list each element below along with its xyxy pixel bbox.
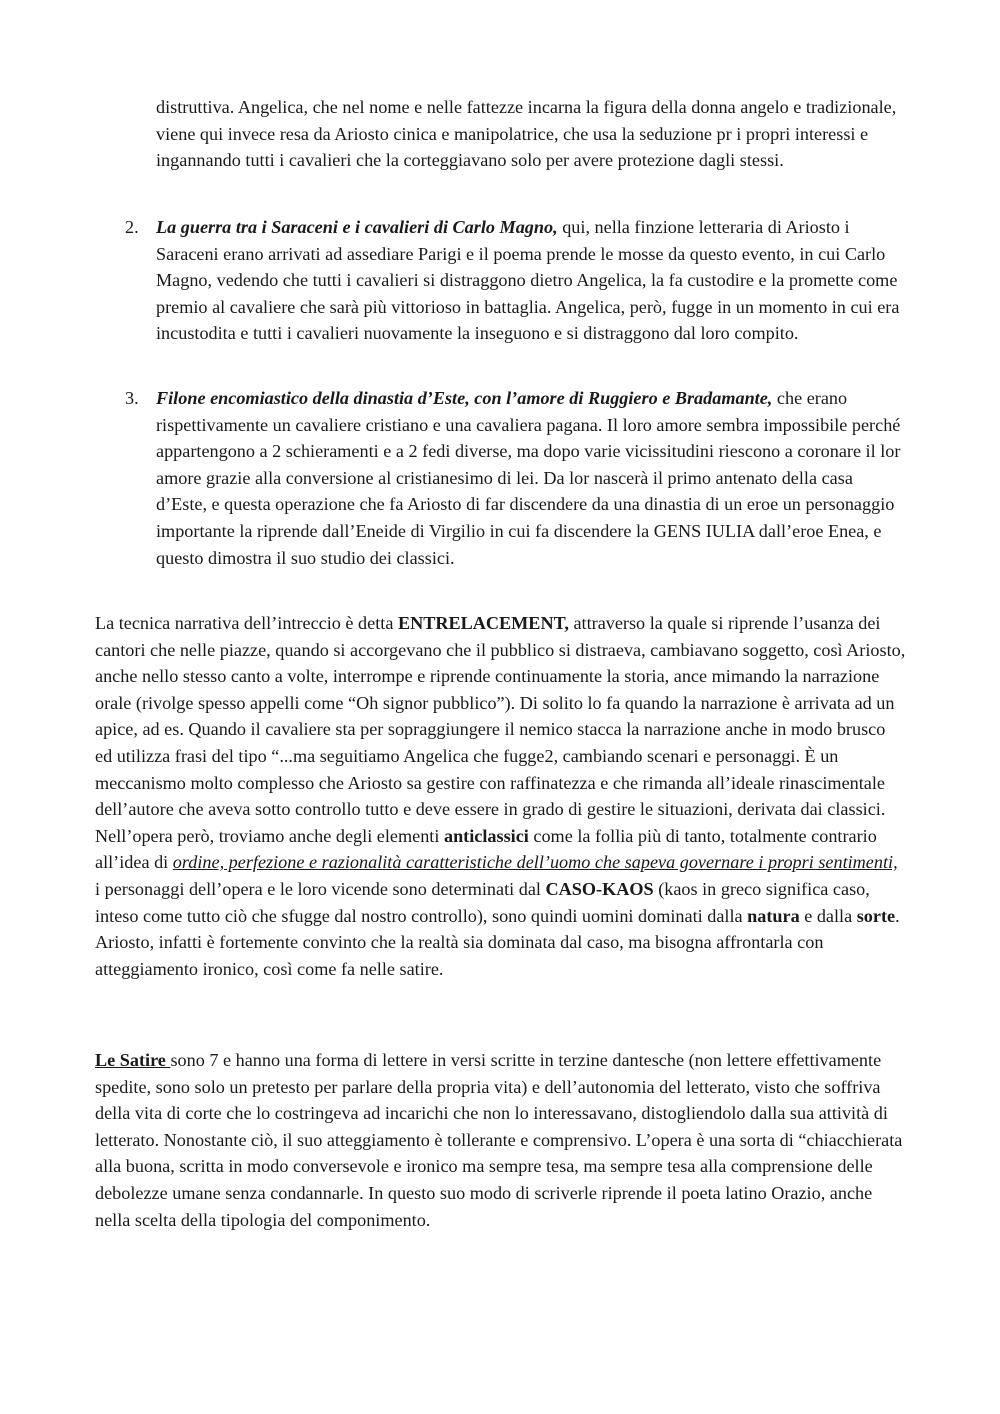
list-item-text: che erano rispettivamente un cavaliere cristiano e una cavaliera pagana. Il loro amore sembra impossibile perché appartengono a 2 schieramenti e a 2 fedi diverse, ma dopo varie vicissitudini riescono a coronare il lor amore grazie alla conversione al cristianesimo di lei. Da lor nascerà il primo antenato della casa d’Este, e questa operazione che fa Ariosto di far discendere da una dinastia di un eroe un personaggio importante la riprende dall’Eneide di Virgilio in cui fa discendere la GENS IULIA dall’eroe Enea, e questo dimostra il suo studio dei classici. [156,388,901,568]
text-run: e dalla [799,905,857,926]
term-caso-kaos: CASO-KAOS [545,878,654,899]
paragraph-entrelacement [95,610,906,982]
list-item-3 [125,385,906,571]
heading-le-satire: Le Satire [95,1050,171,1070]
list-item-2 [125,214,906,347]
text-run: . Ariosto, infatti è fortemente convinto che la realtà sia dominata dal caso, ma bisogna affrontarla con atteggiamento ironico, così come fa nelle satire. [95,905,900,979]
emphasis-ordine: ordine, perfezione e razionalità caratteristiche dell’uomo che sapeva governare i propri sentimenti, [172,852,898,873]
text-run: attraverso la quale si riprende l’usanza dei cantori che nelle piazze, quando si accorgevano che il pubblico si distraeva, cambiavano soggetto, così Ariosto, anche nello stesso canto a volte, interrompe e riprende continuamente la storia, ance mimando la narrazione orale (rivolge spesso appelli come “Oh signor pubblico”). Di solito lo fa quando la narrazione è arrivata ad un apice, ad es. Quando il cavaliere sta per sopraggiungere il nemico stacca la narrazione anche in modo brusco ed utilizza frasi del tipo “...ma seguitiamo Angelica che fugge2, cambiando scenari e personaggi. È un meccanismo molto complesso che Ariosto sa gestire con raffinatezza e che rimanda all’ideale rinascimentale dell’autore che aveva sotto controllo tutto e deve essere in grado di gestire le situazioni, derivata dai classici. Nell’opera però, troviamo anche degli elementi [95,613,906,846]
list-item-1-continuation: distruttiva. Angelica, che nel nome e nelle fattezze incarna la figura della donna angelo e tradizionale, viene qui invece resa da Ariosto cinica e manipolatrice, che usa la seduzione pr i propri interessi e ingannando tutti i cavalieri che la corteggiavano solo per avere protezione dagli stessi. [156,97,897,171]
term-entrelacement: ENTRELACEMENT, [397,613,569,633]
text-run: (kaos in greco significa caso, inteso come tutto ciò che sfugge dal nostro controllo), sono quindi uomini dominati dalla [95,878,870,926]
list-item-heading: La guerra tra i Saraceni e i cavalieri di Carlo Magno, [156,217,558,237]
text-run: sono 7 e hanno una forma di lettere in versi scritte in terzine dantesche (non lettere effettivamente spedite, sono solo un pretesto per parlare della propria vita) e dell’autonomia del letterato, visto che soffriva della vita di corte che lo costringeva ad incarichi che non lo interessavano, distogliendolo dalla sua attività di letterato. Nonostante ciò, il suo atteggiamento è tollerante e comprensivo. L’opera è una sorta di “chiacchierata alla buona, scritta in modo conversevole e ironico ma sempre tesa, ma sempre tesa alla comprensione delle debolezze umane senza condannarle. In questo suo modo di scriverle riprende il poeta latino Orazio, anche nella scelta della tipologia del componimento. [95,1050,903,1230]
list-number: 3. [125,388,139,408]
term-natura: natura [747,905,800,926]
list-item-heading: Filone encomiastico della dinastia d’Este, con l’amore di Ruggiero e Bradamante, [156,388,773,408]
term-sorte: sorte [856,905,896,926]
list-item-text: qui, nella finzione letteraria di Ariosto i Saraceni erano arrivati ad assediare Parigi e il poema prende le mosse da questo evento, in cui Carlo Magno, vedendo che tutti i cavalieri si distraggono dietro Angelica, la fa custodire e la promette come premio al cavaliere che sarà più vittorioso in battaglia. Angelica, però, fugge in un momento in cui era incustodita e tutti i cavalieri nuovamente la inseguono e si distraggono dal loro compito. [156,217,900,344]
text-run: come la follia più di tanto, totalmente contrario all’idea di [95,825,877,873]
paragraph-satire [95,1047,906,1233]
text-run: La tecnica narrativa dell’intreccio è detta [95,613,398,633]
term-anticlassici: anticlassici [443,825,529,846]
text-run: i personaggi dell’opera e le loro vicende sono determinati dal [95,878,546,899]
list-number: 2. [125,217,139,237]
